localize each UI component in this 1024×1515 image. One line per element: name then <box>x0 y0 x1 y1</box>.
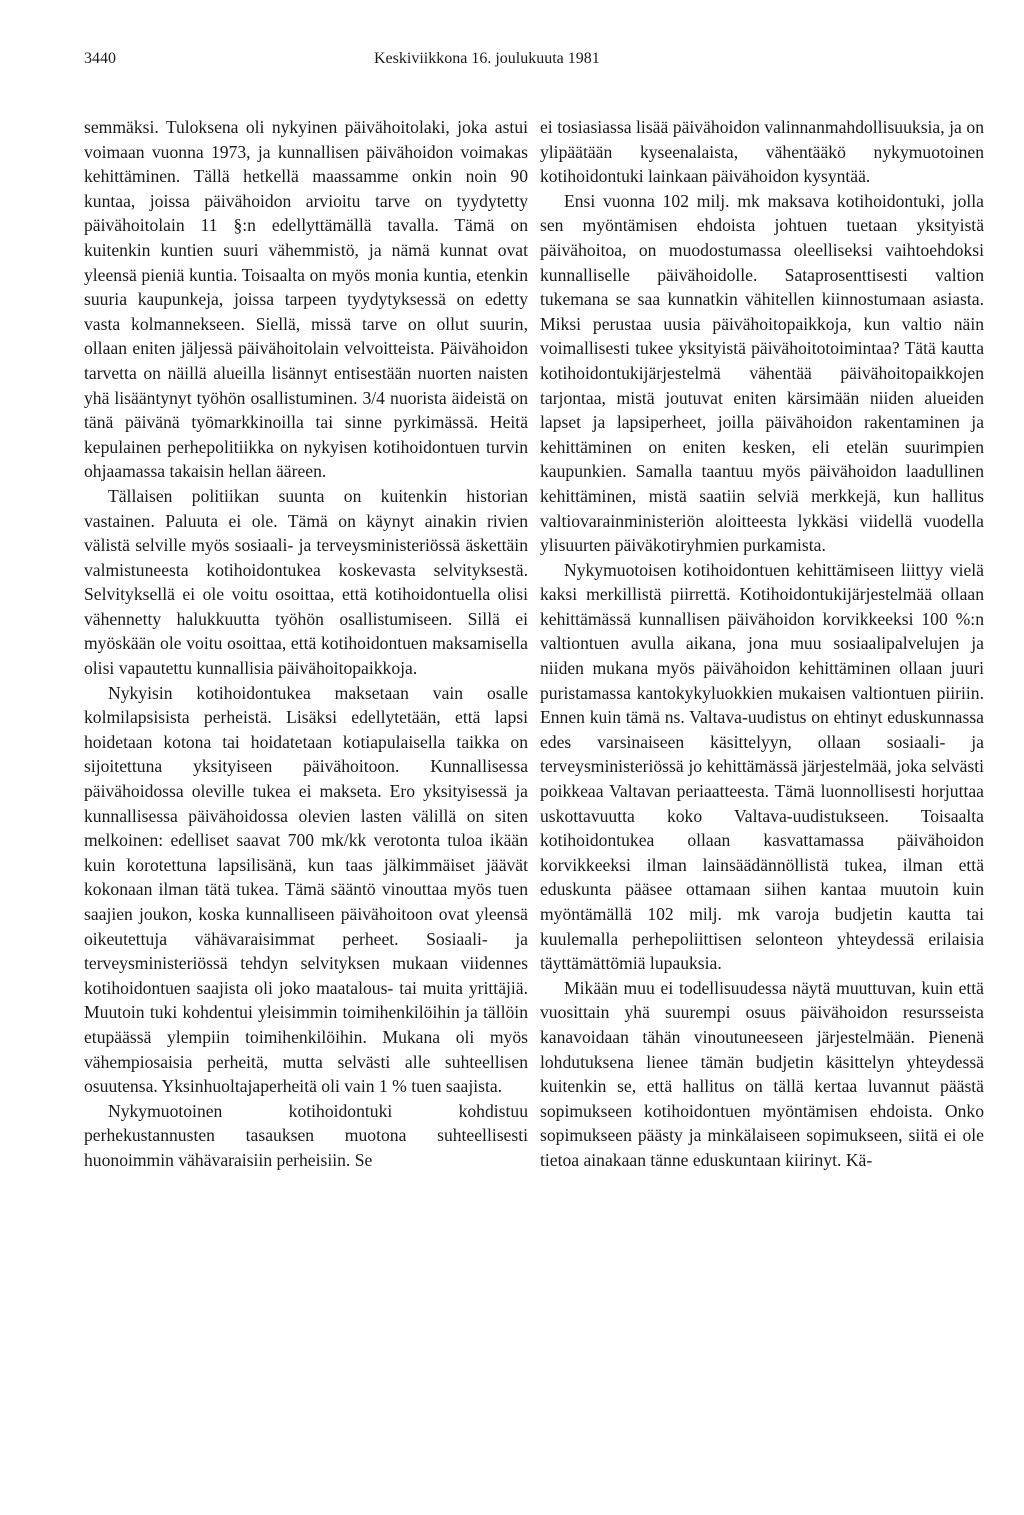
paragraph: Tällaisen politiikan suunta on kuitenkin historian vastainen. Paluuta ei ole. Tämä on käynyt ainakin rivien välistä selville myös sosiaali- ja terveysministeriössä äskettäin valmistuneesta kotihoidontukea koskevasta selvityksestä. Selvityksellä ei ole voitu osoittaa, että kotihoidontuella olisi vähennetty halukkuutta työhön osallistumiseen. Sillä ei myöskään ole voitu osoittaa, että kotihoidontuen maksamisella olisi vapautettu kunnallisia päivähoitopaikkoja. <box>84 485 528 679</box>
running-head-date: Keskiviikkona 16. joulukuuta 1981 <box>374 50 600 67</box>
paragraph: ei tosiasiassa lisää päivähoidon valinnanmahdollisuuksia, ja on ylipäätään kyseenalaista, vähentääkö nykymuotoinen kotihoidontuki lainkaan päivähoidon kysyntää. <box>540 117 984 187</box>
right-text-column <box>540 115 984 1173</box>
paragraph: Mikään muu ei todellisuudessa näytä muuttuvan, kuin että vuosittain yhä suurempi osuus päivähoidon resursseista kanavoidaan tähän vinoutuneeseen järjestelmään. Pienenä lohdutuksena lienee tämän budjetin käsittelyn yhteydessä kuitenkin se, että hallitus on tällä kertaa luvannut päästä sopimukseen kotihoidontuen myöntämisen ehdoista. Onko sopimukseen päästy ja minkälaiseen sopimukseen, siitä ei ole tietoa ainakaan tänne eduskuntaan kiirinyt. Kä- <box>540 977 984 1170</box>
paragraph: Nykyisin kotihoidontukea maksetaan vain osalle kolmilapsisista perheistä. Lisäksi edellytetään, että lapsi hoidetaan kotona tai hoidatetaan kotiapulaisella taikka on sijoitettuna yksityiseen päivähoitoon. Kunnallisessa päivähoidossa oleville tukea ei makseta. Ero yksityisessä ja kunnallisessa päivähoidossa olevien lasten välillä on siten melkoinen: edelliset saavat 700 mk/kk verotonta tuloa ikään kuin korotettuna lapsilisänä, kun taas jälkimmäiset jäävät kokonaan ilman tätä tukea. Tämä sääntö vinouttaa myös tuen saajien joukon, koska kunnalliseen päivähoitoon ovat yleensä oikeutettuja vähävaraisimmat perheet. Sosiaali- ja terveysministeriössä tehdyn selvityksen mukaan viidennes kotihoidontuen saajista oli joko maatalous- tai muita yrittäjiä. Muutoin tuki kohdentui yleisimmin toimihenkilöihin ja tällöin etupäässä ylempiin toimihenkilöihin. Mukana oli myös vähempiosaisia perheitä, mutta selvästi alle suhteellisen osuutensa. Yksinhuoltajaperheitä oli vain 1 % tuen saajista. <box>84 682 528 1097</box>
paragraph: Ensi vuonna 102 milj. mk maksava kotihoidontuki, jolla sen myöntämisen ehdoista johtuen tuetaan yksityistä päivähoitoa, on muodostumassa oleelliseksi vaihtoehdoksi kunnalliselle päivähoidolle. Sataprosenttisesti valtion tukemana se saa kunnatkin vähitellen kiinnostumaan asiasta. Miksi perustaa uusia päivähoitopaikkoja, kun valtio näin voimallisesti tukee yksityistä päivähoitotoimintaa? Tätä kautta kotihoidontukijärjestelmä vähentää päivähoitopaikkojen tarjontaa, mistä joutuvat eniten kärsimään niiden alueiden lapset ja lapsiperheet, joilla päivähoidon rakentaminen ja kehittäminen on eniten kesken, eli etelän suurimpien kaupunkien. Samalla taantuu myös päivähoidon laadullinen kehittäminen, mistä saatiin selviä merkkejä, kun hallitus valtiovarainministeriön aloitteesta lykkäsi viidellä vuodella ylisuurten päiväkotiryhmien purkamista. <box>540 190 984 556</box>
paragraph: semmäksi. Tuloksena oli nykyinen päivähoitolaki, joka astui voimaan vuonna 1973, ja kunnallisen päivähoidon voimakas kehittäminen. Tällä hetkellä maassamme onkin noin 90 kuntaa, joissa päivähoidon arvioitu tarve on tyydytetty päivähoitolain 11 §:n edellyttämällä tavalla. Tämä on kuitenkin kuntien suuri vähemmistö, ja nämä kunnat ovat yleensä pieniä kuntia. Toisaalta on myös monia kuntia, etenkin suuria kaupunkeja, joissa tarpeen tyydytyksessä on edetty vasta kolmannekseen. Siellä, missä tarve on ollut suurin, ollaan eniten jäljessä päivähoitolain velvoitteista. Päivähoidon tarvetta on näillä alueilla lisännyt entisestään nuorten naisten yhä lisääntynyt työhön osallistuminen. 3/4 nuorista äideistä on tänä päivänä työmarkkinoilla tai sinne pyrkimässä. Heitä kepulainen perhepolitiikka on nykyisen kotihoidontuen turvin ohjaamassa takaisin hellan ääreen. <box>84 117 528 482</box>
page-number: 3440 <box>84 50 116 67</box>
paragraph: Nykymuotoisen kotihoidontuen kehittämiseen liittyy vielä kaksi merkillistä piirrettä. Kotihoidontukijärjestelmää ollaan kehittämässä kunnallisen päivähoidon korvikkeeksi 100 %:n valtiontuen avulla aikana, jona muu sosiaalipalvelujen ja niiden mukana myös päivähoidon kehittäminen ollaan juuri puristamassa kantokykyluokkien mukaisen valtiontuen piiriin. Ennen kuin tämä ns. Valtava-uudistus on ehtinyt eduskunnassa edes varsinaiseen käsittelyyn, ollaan sosiaali- ja terveysministeriössä jo kehittämässä järjestelmää, joka selvästi poikkeaa Valtavan periaatteesta. Tämä luonnollisesti horjuttaa uskottavuutta koko Valtava-uudistukseen. Toisaalta kotihoidontukea ollaan kasvattamassa päivähoidon korvikkeeksi ilman lainsäädännöllistä tukea, ilman että eduskunta pääsee ottamaan siihen kantaa muutoin kuin myöntämällä 102 milj. mk varoja budjetin kautta tai kuulemalla perhepoliittisen selonteon yhteydessä erilaisia täyttämättömiä lupauksia. <box>540 559 984 974</box>
paragraph: Nykymuotoinen kotihoidontuki kohdistuu perhekustannusten tasauksen muotona suhteellisesti huonoimmin vähävaraisiin perheisiin. Se <box>84 1100 528 1170</box>
page-header <box>84 50 954 76</box>
left-text-column <box>84 115 528 1173</box>
